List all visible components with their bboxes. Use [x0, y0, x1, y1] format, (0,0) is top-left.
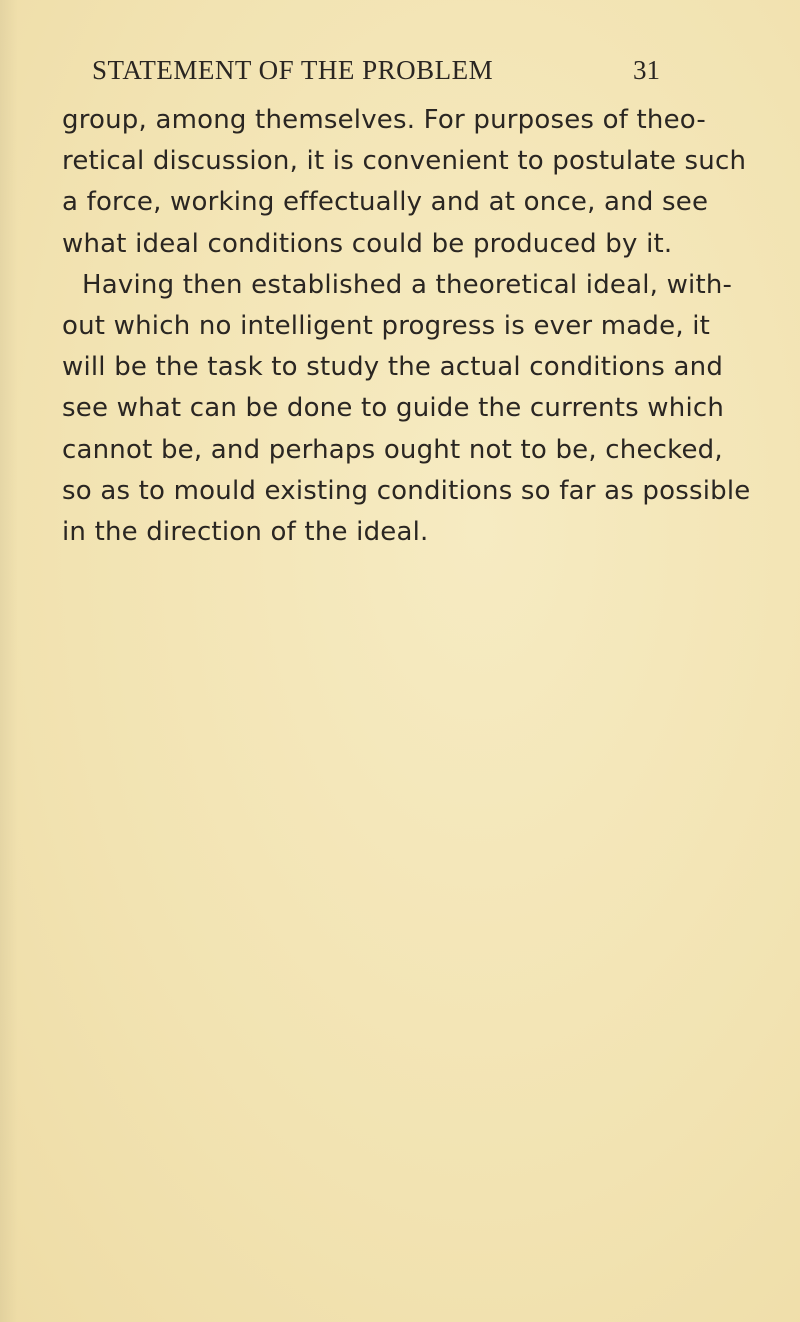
page-number: 31 [633, 55, 660, 85]
body-text [62, 100, 751, 553]
text-line: a force, working effectually and at once, and see [62, 187, 709, 218]
running-head: STATEMENT OF THE PROBLEM [92, 55, 494, 85]
text-line: cannot be, and perhaps ought not to be, checked, [62, 434, 723, 465]
text-line: out which no intelligent progress is ever made, it [62, 311, 711, 342]
text-line: what ideal conditions could be produced by it. [62, 228, 673, 259]
text-line: Having then established a theoretical ideal, with- [82, 269, 733, 300]
text-line: group, among themselves. For purposes of theo- [62, 105, 706, 135]
text-line: in the direction of the ideal. [62, 517, 429, 548]
text-line: retical discussion, it is convenient to postulate such [62, 146, 747, 177]
text-line: will be the task to study the actual conditions and [62, 352, 724, 383]
text-line: so as to mould existing conditions so far as possible [62, 475, 751, 506]
text-line: see what can be done to guide the currents which [62, 393, 725, 424]
